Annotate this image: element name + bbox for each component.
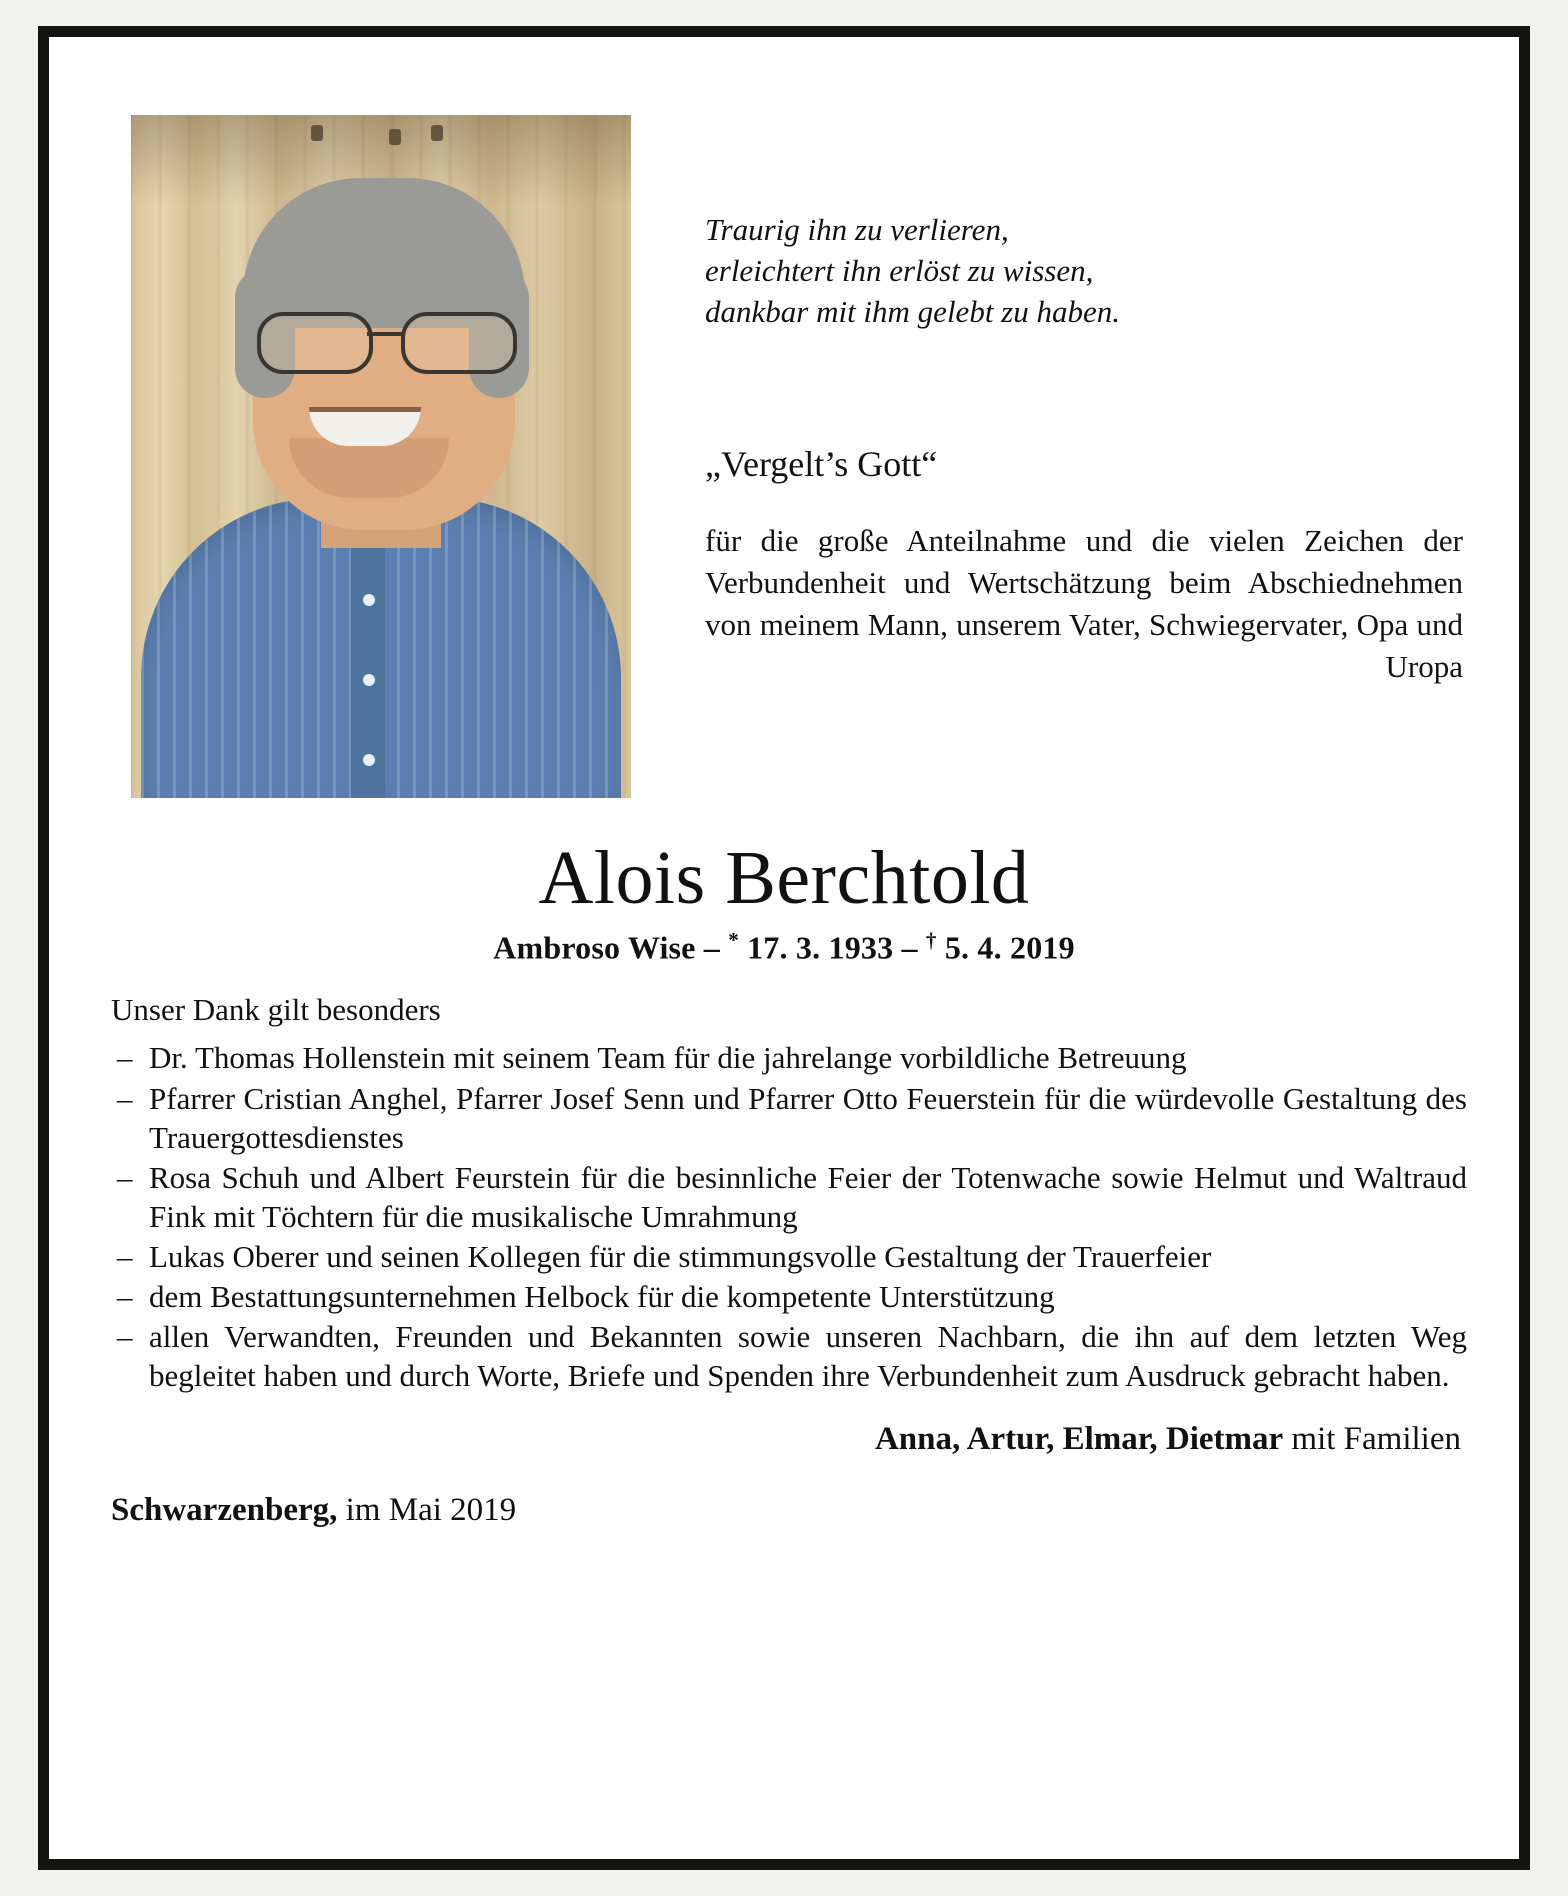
glasses-icon <box>249 312 521 368</box>
list-item: – Pfarrer Cristian Anghel, Pfarrer Josef Senn und Pfarrer Otto Feuerstein für die würdevolle Gestaltung des Trauergottesdienstes <box>111 1079 1467 1157</box>
list-item: – Dr. Thomas Hollenstein mit seinem Team für die jahrelange vorbildliche Betreuung <box>111 1038 1467 1077</box>
verse-line-2: erleichtert ihn erlöst zu wissen, <box>705 253 1094 289</box>
signers-names: Anna, Artur, Elmar, Dietmar <box>874 1420 1284 1457</box>
person-figure <box>131 278 631 798</box>
thanks-intro-paragraph: für die große Anteilnahme und die vielen Zeichen der Verbundenheit und Wertschätzung beim Abschiednehmen von meinem Mann, unserem Vater, Schwiegervater, Opa und Uropa <box>705 522 1463 685</box>
top-section <box>49 37 1519 798</box>
thanks-lead: Unser Dank gilt besonders <box>111 992 441 1028</box>
shirt-button <box>363 754 375 766</box>
verse-text <box>705 209 1463 333</box>
portrait-container <box>131 115 631 798</box>
birth-date: 17. 3. 1933 <box>747 929 894 966</box>
nickname: Ambroso Wise <box>493 929 696 966</box>
nail-icon <box>389 129 401 145</box>
vergelt-heading: „Vergelt’s Gott“ <box>705 443 938 484</box>
name-block <box>49 836 1519 966</box>
thanks-list <box>111 1038 1467 1394</box>
portrait-photo <box>131 115 631 798</box>
shirt-button <box>363 594 375 606</box>
place-date-line <box>111 1492 1467 1529</box>
list-item: – Rosa Schuh und Albert Feurstein für die besinnliche Feier der Totenwache sowie Helmut und Waltraud Fink mit Töchtern für die musikalische Umrahmung <box>111 1158 1467 1236</box>
place-date: im Mai 2019 <box>337 1491 517 1528</box>
death-date: 5. 4. 2019 <box>944 929 1075 966</box>
place-name: Schwarzenberg, <box>111 1491 338 1528</box>
notice-inner <box>49 37 1519 1859</box>
signers-suffix: mit Familien <box>1283 1420 1461 1457</box>
verse-line-1: Traurig ihn zu verlieren, <box>705 212 1009 247</box>
list-item: – Lukas Oberer und seinen Kollegen für die stimmungsvolle Gestaltung der Trauerfeier <box>111 1237 1467 1276</box>
glasses-lens-right <box>401 312 517 374</box>
verse-column <box>631 115 1463 688</box>
thanks-body <box>49 966 1519 1529</box>
nail-icon <box>431 125 443 141</box>
nail-icon <box>311 125 323 141</box>
glasses-lens-left <box>257 312 373 374</box>
death-symbol: † <box>925 927 937 952</box>
birth-symbol: * <box>728 927 739 952</box>
verse-line-3: dankbar mit ihm gelebt zu haben. <box>705 294 1121 330</box>
death-notice-card <box>38 26 1530 1870</box>
list-item: – dem Bestattungsunternehmen Helbock für die kompetente Unterstützung <box>111 1277 1467 1316</box>
deceased-name: Alois Berchtold <box>538 836 1030 920</box>
shirt-button <box>363 674 375 686</box>
signers-line <box>111 1421 1467 1458</box>
glasses-bridge <box>367 332 403 336</box>
list-item: – allen Verwandten, Freunden und Bekannten sowie unseren Nachbarn, die ihn auf dem letzten Weg begleitet haben und durch Worte, Briefe und Spenden ihre Verbundenheit zum Ausdruck gebracht haben. <box>111 1317 1467 1395</box>
dates-line: Ambroso Wise – * 17. 3. 1933 – † 5. 4. 2019 <box>493 927 1075 966</box>
